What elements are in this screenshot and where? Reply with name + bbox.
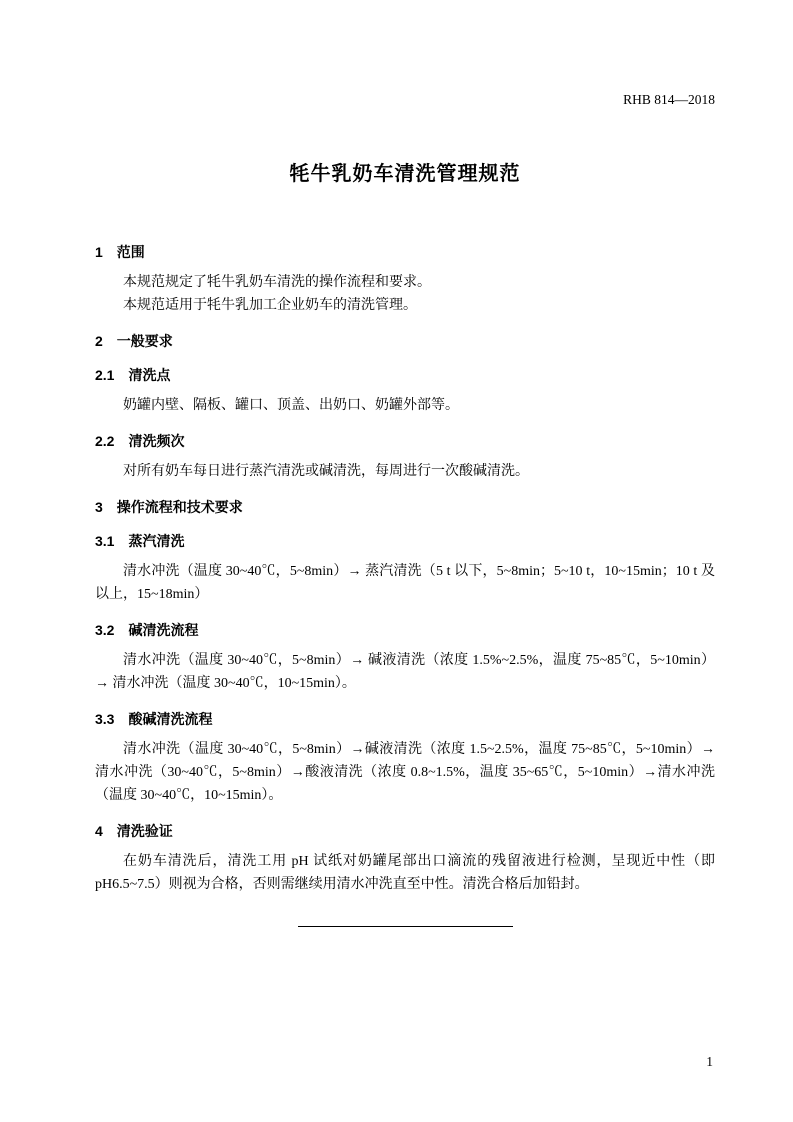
section-3-2-paragraph: 清水冲洗（温度 30~40℃，5~8min）→ 碱液清洗（浓度 1.5%~2.5%，温度 75~85℃，5~10min）→ 清水冲洗（温度 30~40℃，10~15min）。: [95, 653, 715, 691]
document-body: [95, 242, 715, 896]
end-of-document-rule: [298, 926, 513, 927]
section-4-heading: 4 清洗验证: [95, 823, 173, 839]
section-4-paragraph: 在奶车清洗后，清洗工用 pH 试纸对奶罐尾部出口滴流的残留液进行检测，呈现近中性（即pH6.5~7.5）则视为合格，否则需继续用清水冲洗直至中性。清洗合格后加铅封。: [95, 854, 715, 892]
section-3-3-paragraph: 清水冲洗（温度 30~40℃，5~8min）→碱液清洗（浓度 1.5~2.5%，温度 75~85℃，5~10min）→清水冲洗（30~40℃，5~8min）→酸液清洗（浓度 0.8~1.5%，温度 35~65℃，5~10min）→清水冲洗（温度 30~40℃，10~15min）。: [95, 742, 715, 803]
section-2-2-paragraph: 对所有奶车每日进行蒸汽清洗或碱清洗，每周进行一次酸碱清洗。: [123, 464, 529, 479]
section-1-heading: 1 范围: [95, 244, 145, 260]
section-3-1-paragraph: 清水冲洗（温度 30~40℃，5~8min）→ 蒸汽清洗（5 t 以下，5~8min；5~10 t，10~15min；10 t 及以上，15~18min）: [95, 564, 715, 602]
section-2-1-heading: 2.1 清洗点: [95, 367, 171, 383]
section-3-heading: 3 操作流程和技术要求: [95, 499, 243, 515]
section-2-heading: 2 一般要求: [95, 333, 173, 349]
page-number: 1: [706, 1054, 713, 1069]
section-3-2-heading: 3.2 碱清洗流程: [95, 622, 199, 638]
section-1-paragraph-1: 本规范规定了牦牛乳奶车清洗的操作流程和要求。: [123, 275, 431, 290]
section-3-1-heading: 3.1 蒸汽清洗: [95, 533, 185, 549]
section-2-1-paragraph: 奶罐内壁、隔板、罐口、顶盖、出奶口、奶罐外部等。: [123, 398, 459, 413]
section-2-2-heading: 2.2 清洗频次: [95, 433, 185, 449]
section-1-paragraph-2: 本规范适用于牦牛乳加工企业奶车的清洗管理。: [123, 298, 417, 313]
section-3-3-heading: 3.3 酸碱清洗流程: [95, 711, 213, 727]
document-title: 牦牛乳奶车清洗管理规范: [289, 163, 521, 185]
doc-number: RHB 814—2018: [623, 92, 715, 107]
